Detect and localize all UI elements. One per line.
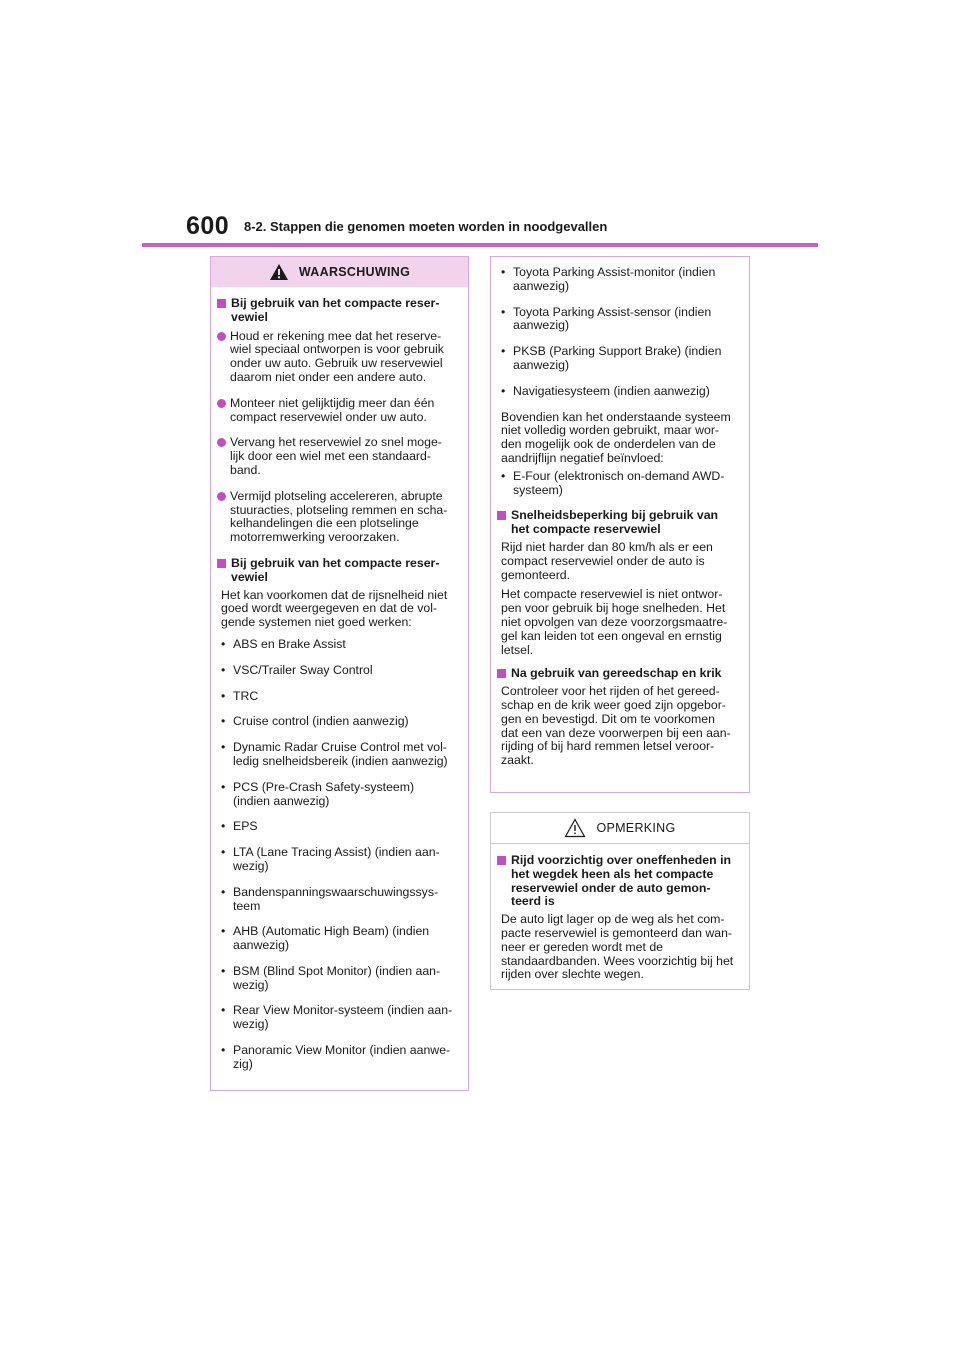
- dot-item: Vervang het reservewiel zo snel moge-lijk door een wiel met een standaard-band.: [217, 436, 454, 477]
- list-item: • Rear View Monitor-systeem (indien aan-wezig): [221, 1003, 453, 1032]
- list-item: • Cruise control (indien aanwezig): [221, 714, 409, 729]
- note-header: [491, 813, 749, 843]
- round-bullet-icon: [217, 492, 226, 501]
- page-number: 600: [186, 212, 230, 240]
- list-item: • Navigatiesysteem (indien aanwezig): [501, 383, 710, 398]
- list-item: • AHB (Automatic High Beam) (indien aanwezig): [221, 924, 430, 953]
- dot-item: Houd er rekening mee dat het reserve-wiel speciaal ontworpen is voor gebruik onder uw auto. Gebruik uw reservewiel daarom niet onder een andere auto.: [217, 330, 454, 385]
- warning-heading-1: Bij gebruik van het compacte reser-vewiel: [217, 297, 454, 325]
- list-item: • PCS (Pre-Crash Safety-systeem) (indien aanwezig): [221, 779, 415, 808]
- warning-content-right: [491, 257, 749, 782]
- tools-paragraph: Controleer voor het rijden of het gereed-schap en de krik weer goed zijn opgebor-gen en bevestigd. Dit om te voorkomen dat een van deze voorwerpen bij een aan-rijding of bij hard remmen letsel veroor-zaakt.: [501, 684, 731, 768]
- warning-box-left: [210, 256, 469, 1091]
- list-item: • TRC: [221, 688, 259, 703]
- warning-content-left: [211, 287, 468, 1092]
- round-bullet-icon: [217, 332, 226, 341]
- warning-triangle-icon: [269, 263, 289, 281]
- note-box: [490, 812, 750, 990]
- dot-item: Monteer niet gelijktijdig meer dan één compact reservewiel onder uw auto.: [217, 397, 454, 425]
- dot-item: Vermijd plotseling accelereren, abrupte stuuracties, plotseling remmen en scha-kelhandelingen die een plotselinge motorremwerking veroorzaken.: [217, 490, 454, 545]
- warning-header: [211, 257, 468, 287]
- warning-heading-3: Snelheidsbeperking bij gebruik van het compacte reservewiel: [497, 509, 735, 537]
- list-item: • EPS: [221, 819, 258, 834]
- list-item: • PKSB (Parking Support Brake) (indien aanwezig): [501, 344, 722, 372]
- warning-heading-4: Na gebruik van gereedschap en krik: [497, 667, 735, 681]
- warning-heading-2: Bij gebruik van het compacte reser-vewiel: [217, 557, 454, 585]
- note-title: OPMERKING: [596, 821, 676, 835]
- list-item: • VSC/Trailer Sway Control: [221, 662, 373, 677]
- square-bullet-icon: [217, 299, 226, 308]
- list-item: • Bandenspanningswaarschuwingssys-teem: [221, 884, 439, 913]
- square-bullet-icon: [497, 669, 506, 678]
- list-item: • BSM (Blind Spot Monitor) (indien aan-wezig): [221, 963, 441, 992]
- square-bullet-icon: [497, 511, 506, 520]
- note-heading: Rijd voorzichtig over oneffenheden in het wegdek heen als het compacte reservewiel onder de auto gemon-teerd is: [497, 854, 735, 909]
- warning-box-right: [490, 256, 750, 793]
- list-item: • Toyota Parking Assist-sensor (indien aanwezig): [501, 304, 712, 333]
- note-paragraph: De auto ligt lager op de weg als het com-pacte reservewiel is gemonteerd dan wan-neer er gereden wordt met de standaardbanden. Wees voorzichtig bij het rijden over slechte wegen.: [501, 912, 734, 982]
- warning-intro: Het kan voorkomen dat de rijsnelheid niet goed wordt weergegeven en dat de vol-gende systemen niet goed werken:: [221, 587, 448, 630]
- list-item: • ABS en Brake Assist: [221, 636, 346, 651]
- speed-warning-paragraph: Het compacte reservewiel is niet ontwor-pen voor gebruik bij hoge snelheden. Het niet opvolgen van deze voorzorgsmaatre-gel kan leiden tot een ongeval en ernstig letsel.: [501, 587, 728, 657]
- list-item: • E-Four (elektronisch on-demand AWD-systeem): [501, 468, 725, 497]
- section-title: 8-2. Stappen die genomen moeten worden in noodgevallen: [244, 219, 608, 234]
- round-bullet-icon: [217, 399, 226, 408]
- list-item: • Dynamic Radar Cruise Control met vol-ledig snelheidsbereik (indien aanwezig): [221, 740, 448, 768]
- caution-triangle-icon: [564, 818, 586, 838]
- square-bullet-icon: [217, 559, 226, 568]
- list-item: • LTA (Lane Tracing Assist) (indien aan-wezig): [221, 845, 440, 873]
- note-content: [491, 844, 749, 996]
- warning-title: WAARSCHUWING: [298, 265, 411, 279]
- list-item: • Panoramic View Monitor (indien aanwe-zig): [221, 1043, 451, 1071]
- header-rule: [142, 243, 818, 247]
- speed-limit-paragraph: Rijd niet harder dan 80 km/h als er een compact reservewiel onder de auto is gemonteerd.: [501, 539, 713, 582]
- round-bullet-icon: [217, 438, 226, 447]
- warning-extra-paragraph: Bovendien kan het onderstaande systeem niet volledig worden gebruikt, maar wor-den mogelijk ook de onderdelen van de aandrijflijn negatief beïnvloed:: [501, 409, 731, 465]
- square-bullet-icon: [497, 856, 506, 865]
- list-item: • Toyota Parking Assist-monitor (indien aanwezig): [501, 265, 716, 293]
